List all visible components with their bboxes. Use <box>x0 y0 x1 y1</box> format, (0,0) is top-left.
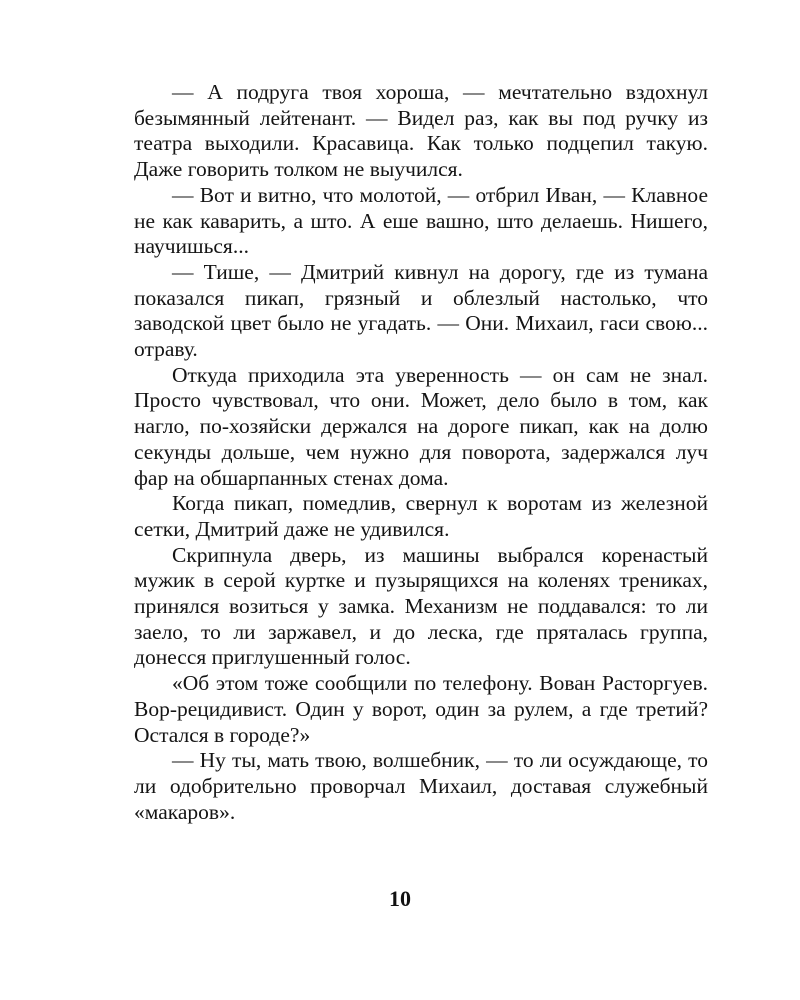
page-number: 10 <box>389 886 411 911</box>
paragraph-8: — Ну ты, мать твою, волшебник, — то ли осуждающе, то ли одобрительно проворчал Михаил, доставая служебный «макаров». <box>134 748 708 824</box>
paragraph-3: — Тише, — Дмитрий кивнул на дорогу, где из тумана показался пикап, грязный и облезлый настолько, что заводской цвет было не угадать. — Они. Михаил, гаси свою... отраву. <box>134 259 708 362</box>
paragraph-1: — А подруга твоя хороша, — мечтательно вздохнул безымянный лейтенант. — Видел раз, как вы под ручку из театра выходили. Красавица. Как только подцепил такую. Даже говорить толком не выучился. <box>134 80 708 182</box>
paragraph-7: «Об этом тоже сообщили по телефону. Вован Расторгуев. Вор-рецидивист. Один у ворот, один за рулем, а где третий? Остался в городе?» <box>134 671 708 747</box>
page-body <box>134 80 708 825</box>
paragraph-4: Откуда приходила эта уверенность — он сам не знал. Просто чувствовал, что они. Может, дело было в том, как нагло, по-хозяйски держался на дороге пикап, как на долю секунды дольше, чем нужно для поворота, задержался луч фар на обшарпанных стенах дома. <box>134 362 708 490</box>
paragraph-2: — Вот и витно, что молотой, — отбрил Иван, — Клавное не как каварить, а што. А еше вашно, што делаешь. Нишего, научишься... <box>134 182 708 259</box>
paragraph-6: Скрипнула дверь, из машины выбрался коренастый мужик в серой куртке и пузырящихся на коленях трениках, принялся возиться у замка. Механизм не поддавался: то ли заело, то ли заржавел, и до леска, где пряталась группа, донесся приглушенный голос. <box>134 542 708 670</box>
paragraph-5: Когда пикап, помедлив, свернул к воротам из железной сетки, Дмитрий даже не удивился. <box>134 491 708 541</box>
